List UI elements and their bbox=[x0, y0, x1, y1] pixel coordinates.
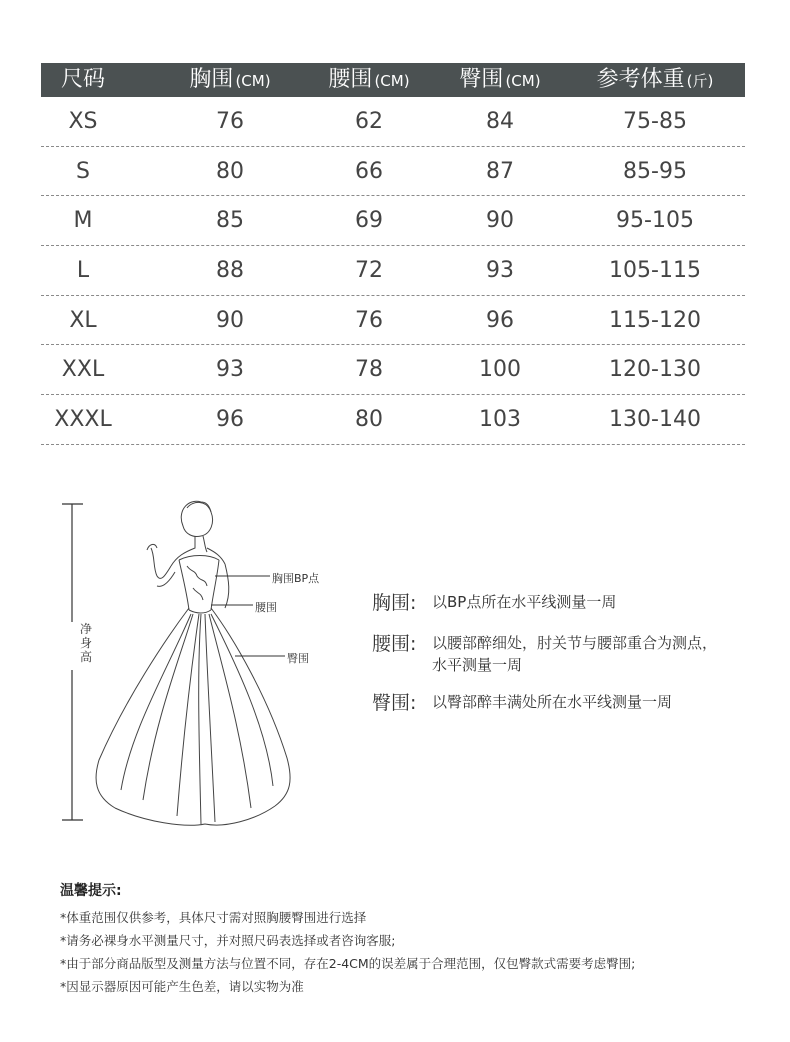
table-row bbox=[41, 345, 745, 395]
cell-hip: 90 bbox=[486, 208, 514, 234]
cell-weight: 130-140 bbox=[609, 407, 701, 433]
cell-size: S bbox=[76, 158, 90, 184]
waist-label: 腰围 bbox=[255, 601, 277, 614]
cell-hip: 96 bbox=[486, 307, 514, 333]
definition-term: 腰围: bbox=[372, 633, 417, 655]
cell-bust: 76 bbox=[216, 109, 244, 134]
definition-desc: 以腰部醉细处，肘关节与腰部重合为测点，水平测量一周 bbox=[432, 634, 718, 674]
table-row bbox=[41, 246, 745, 296]
header-size: 尺码 bbox=[60, 67, 105, 92]
cell-waist: 80 bbox=[355, 407, 383, 433]
height-label: 净身高 bbox=[80, 622, 93, 664]
gown-sketch bbox=[55, 490, 355, 835]
cell-size: XXXL bbox=[54, 407, 112, 433]
cell-bust: 96 bbox=[216, 407, 244, 433]
cell-bust: 93 bbox=[216, 357, 244, 383]
hip-label: 臀围 bbox=[287, 652, 309, 665]
tip-item: *请务必裸身水平测量尺寸，并对照尺码表选择或者咨询客服; bbox=[60, 933, 396, 948]
cell-waist: 66 bbox=[355, 158, 383, 184]
measure-leaders bbox=[211, 576, 285, 656]
cell-hip: 103 bbox=[479, 407, 521, 433]
cell-hip: 84 bbox=[486, 109, 514, 134]
definition-hip bbox=[372, 688, 732, 713]
definition-term: 胸围: bbox=[372, 592, 417, 614]
table-row bbox=[41, 97, 745, 147]
tips-section bbox=[60, 880, 760, 998]
cell-bust: 85 bbox=[216, 208, 244, 234]
cell-hip: 100 bbox=[479, 357, 521, 383]
bust-bp-label: 胸围BP点 bbox=[272, 572, 320, 585]
tip-item: *体重范围仅供参考，具体尺寸需对照胸腰臀围进行选择 bbox=[60, 910, 367, 925]
cell-weight: 115-120 bbox=[609, 307, 701, 333]
measurement-definitions bbox=[372, 588, 732, 725]
tip-item: *由于部分商品版型及测量方法与位置不同，存在2-4CM的误差属于合理范围，仅包臀款式需要考虑臀围; bbox=[60, 956, 636, 971]
table-row bbox=[41, 147, 745, 197]
cell-size: M bbox=[73, 208, 93, 234]
definition-bust bbox=[372, 588, 732, 613]
table-header bbox=[41, 63, 745, 97]
header-waist: 腰围 (CM) bbox=[328, 67, 410, 92]
header-weight: 参考体重 (斤) bbox=[596, 67, 714, 92]
cell-waist: 78 bbox=[355, 357, 383, 383]
cell-size: XXL bbox=[61, 357, 105, 383]
cell-size: XS bbox=[68, 109, 98, 134]
tips-title: 温馨提示: bbox=[60, 883, 122, 899]
table-row bbox=[41, 196, 745, 246]
cell-bust: 88 bbox=[216, 258, 244, 284]
cell-waist: 69 bbox=[355, 208, 383, 234]
cell-size: L bbox=[76, 258, 90, 284]
figure-outline bbox=[96, 501, 290, 825]
cell-size: XL bbox=[69, 307, 97, 333]
cell-weight: 85-95 bbox=[623, 158, 687, 184]
cell-weight: 120-130 bbox=[609, 357, 701, 383]
tip-item: *因显示器原因可能产生色差，请以实物为准 bbox=[60, 979, 304, 994]
definition-term: 臀围: bbox=[372, 692, 417, 714]
cell-bust: 90 bbox=[216, 307, 244, 333]
cell-weight: 75-85 bbox=[623, 109, 687, 134]
table-row bbox=[41, 395, 745, 445]
definition-waist bbox=[372, 629, 732, 676]
cell-weight: 105-115 bbox=[609, 258, 701, 284]
measurement-illustration bbox=[55, 490, 355, 835]
cell-waist: 62 bbox=[355, 109, 383, 134]
cell-waist: 76 bbox=[355, 307, 383, 333]
cell-weight: 95-105 bbox=[616, 208, 694, 234]
header-bust: 胸围 (CM) bbox=[189, 67, 271, 92]
table-row bbox=[41, 296, 745, 346]
definition-desc: 以臀部醉丰满处所在水平线测量一周 bbox=[432, 693, 673, 711]
cell-hip: 93 bbox=[486, 258, 514, 284]
cell-waist: 72 bbox=[355, 258, 383, 284]
definition-desc: 以BP点所在水平线测量一周 bbox=[432, 593, 617, 611]
header-hip: 臀围 (CM) bbox=[459, 67, 541, 92]
cell-hip: 87 bbox=[486, 158, 514, 184]
size-table bbox=[41, 63, 745, 445]
cell-bust: 80 bbox=[216, 158, 244, 184]
